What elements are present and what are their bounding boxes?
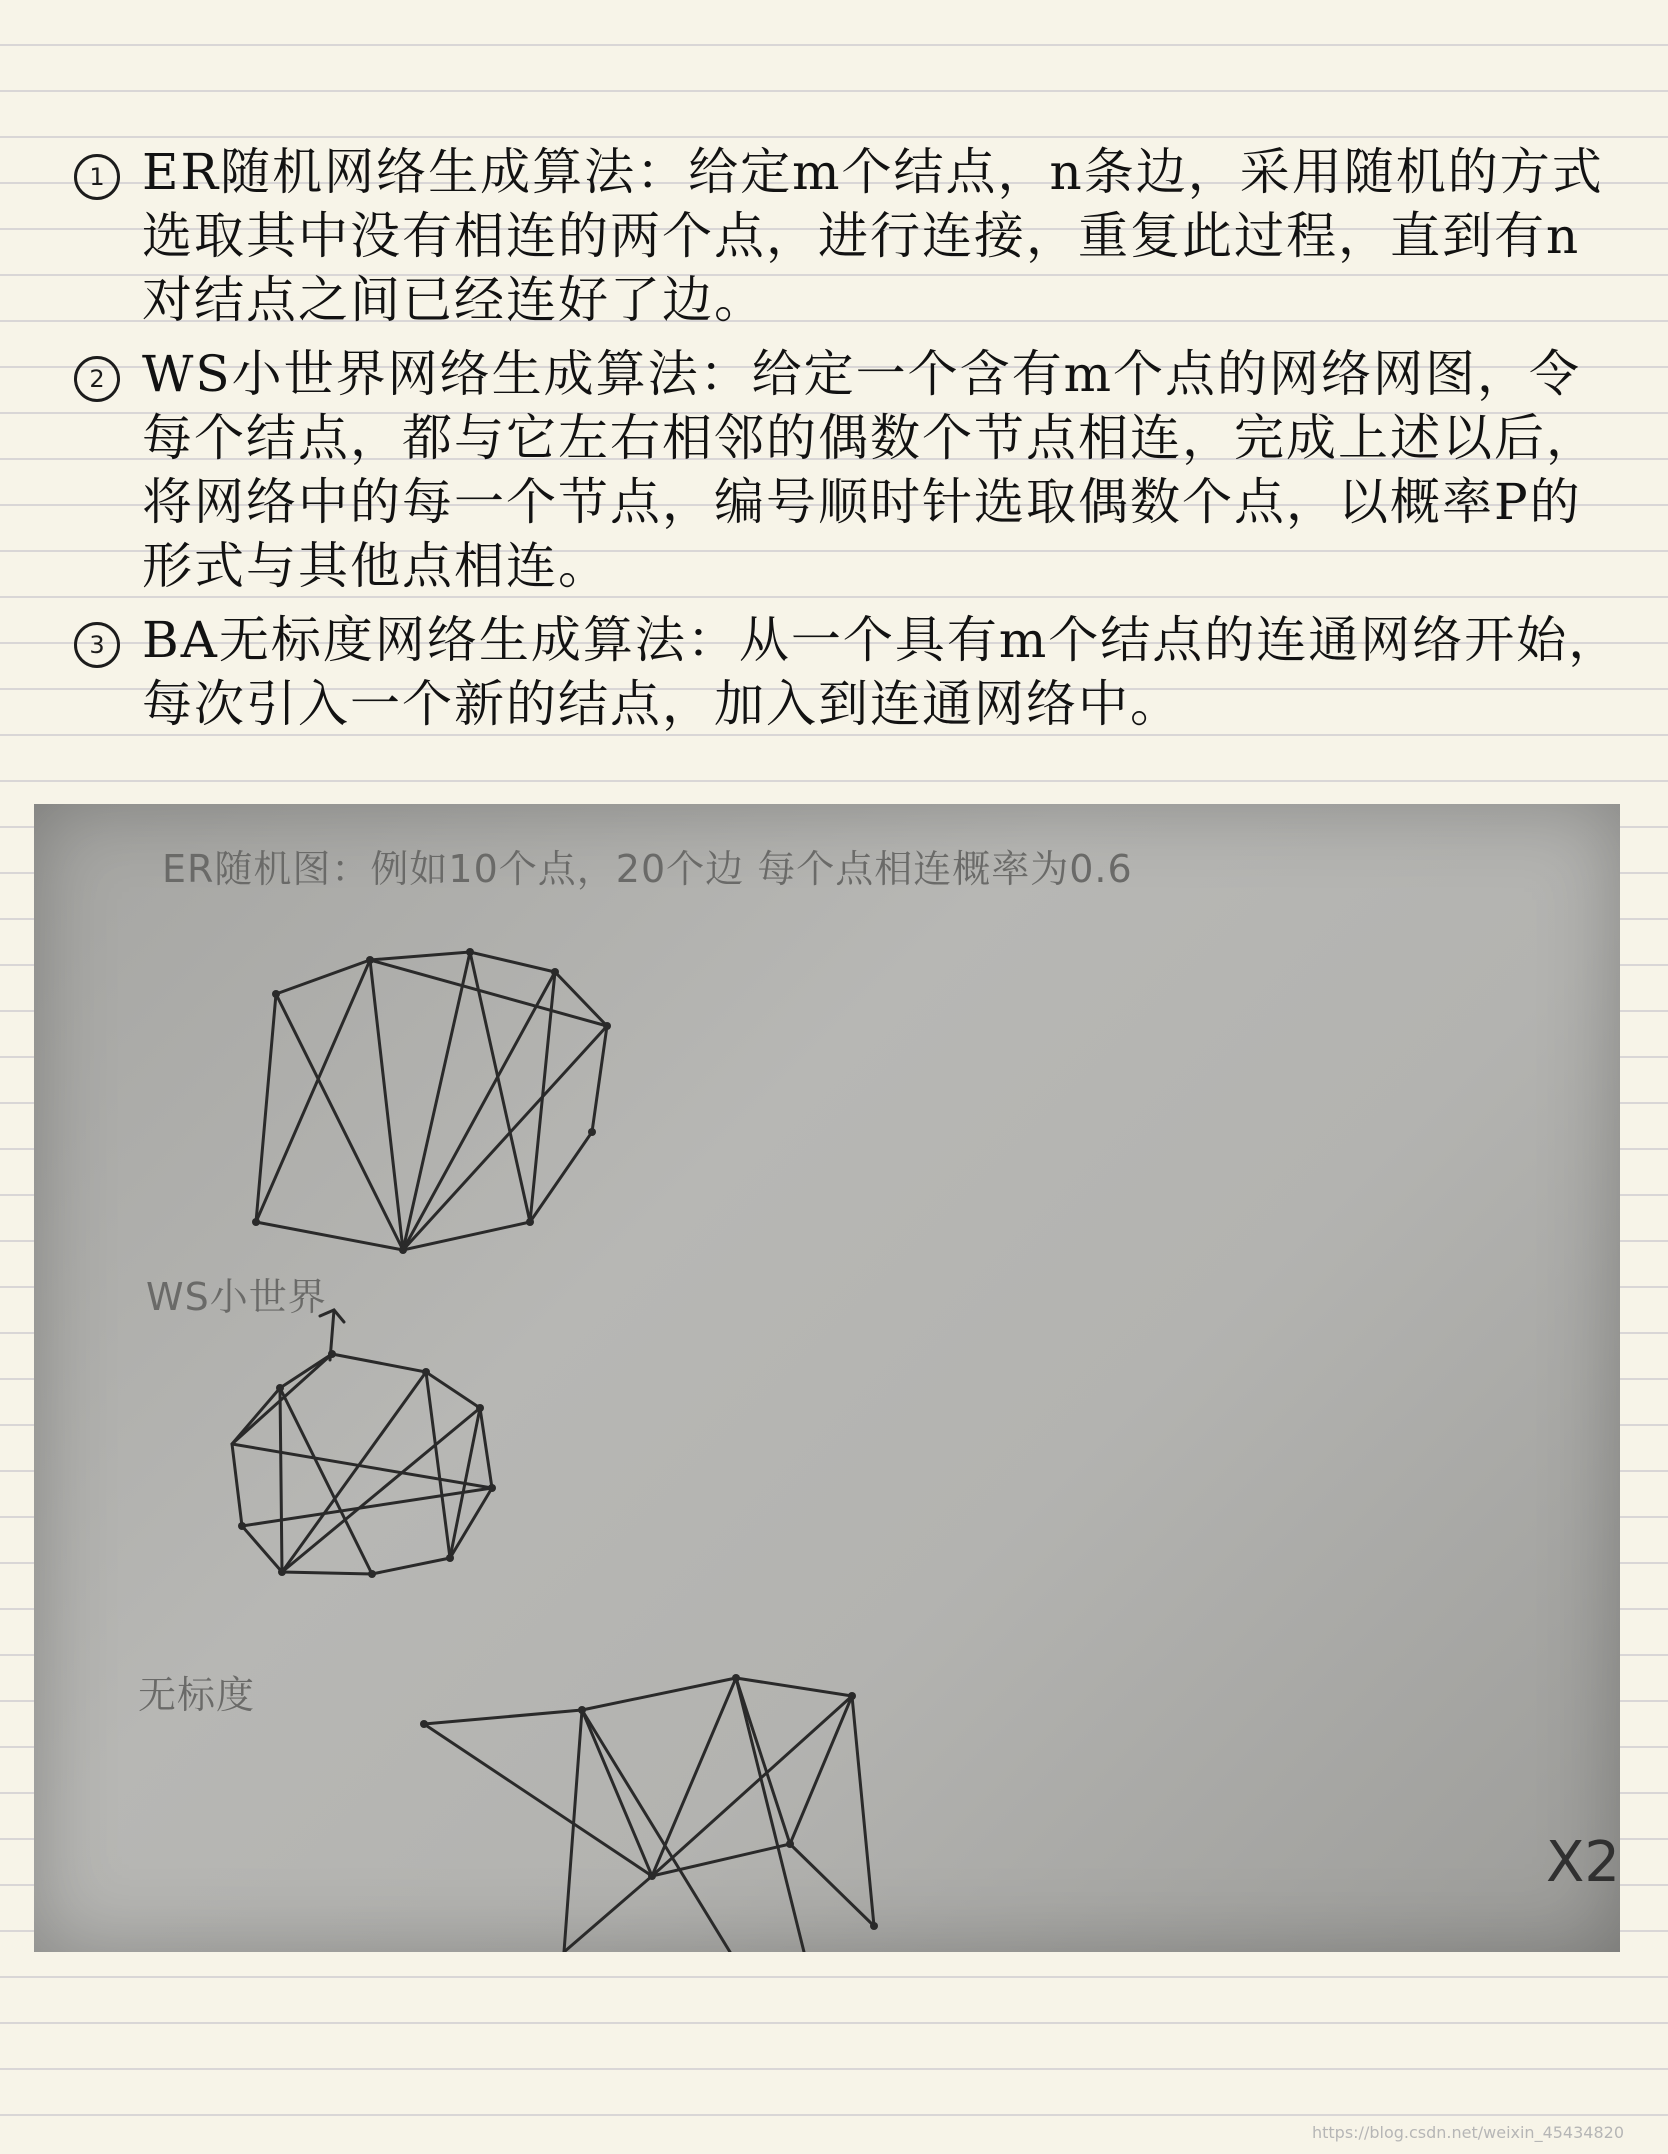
graph-sketches — [34, 804, 1620, 1952]
ws-small-world-graph — [232, 1310, 492, 1574]
note-text-ws: WS小世界网络生成算法：给定一个含有m个点的网络网图，令每个结点，都与它左右相邻的偶数个节点相连，完成上述以后，将网络中的每一个节点，编号顺时针选取偶数个点，以概率P的形式与其他点相连。 — [142, 345, 1598, 595]
ba-scale-free-graph — [424, 1678, 874, 1952]
ba-graph-nodes — [420, 1674, 878, 1930]
watermark: https://blog.csdn.net/weixin_45434820 — [1311, 2123, 1624, 2142]
er-graph-label: ER随机图：例如10个点，20个边 每个点相连概率为0.6 — [162, 847, 1133, 891]
ws-graph-label: WS小世界 — [146, 1275, 327, 1319]
er-random-graph — [256, 952, 607, 1250]
item-number: 3 — [74, 622, 120, 668]
item-number: 2 — [74, 356, 120, 402]
note-text-ba: BA无标度网络生成算法：从一个具有m个结点的连通网络开始，每次引入一个新的结点，加入到连通网络中。 — [142, 611, 1621, 733]
item-number: 1 — [74, 154, 120, 200]
ba-graph-label: 无标度 — [138, 1673, 256, 1717]
notes-section — [60, 140, 1630, 746]
er-graph-nodes — [252, 948, 611, 1254]
note-text-er: ER随机网络生成算法：给定m个结点，n条边，采用随机的方式选取其中没有相连的两个点，进行连接，重复此过程，直到有n对结点之间已经连好了边。 — [142, 143, 1604, 329]
graph-photo — [34, 804, 1620, 1952]
note-item-er — [60, 140, 1630, 332]
corner-mark: X2 — [1546, 1830, 1620, 1895]
note-item-ba — [60, 608, 1630, 736]
note-item-ws — [60, 342, 1630, 598]
